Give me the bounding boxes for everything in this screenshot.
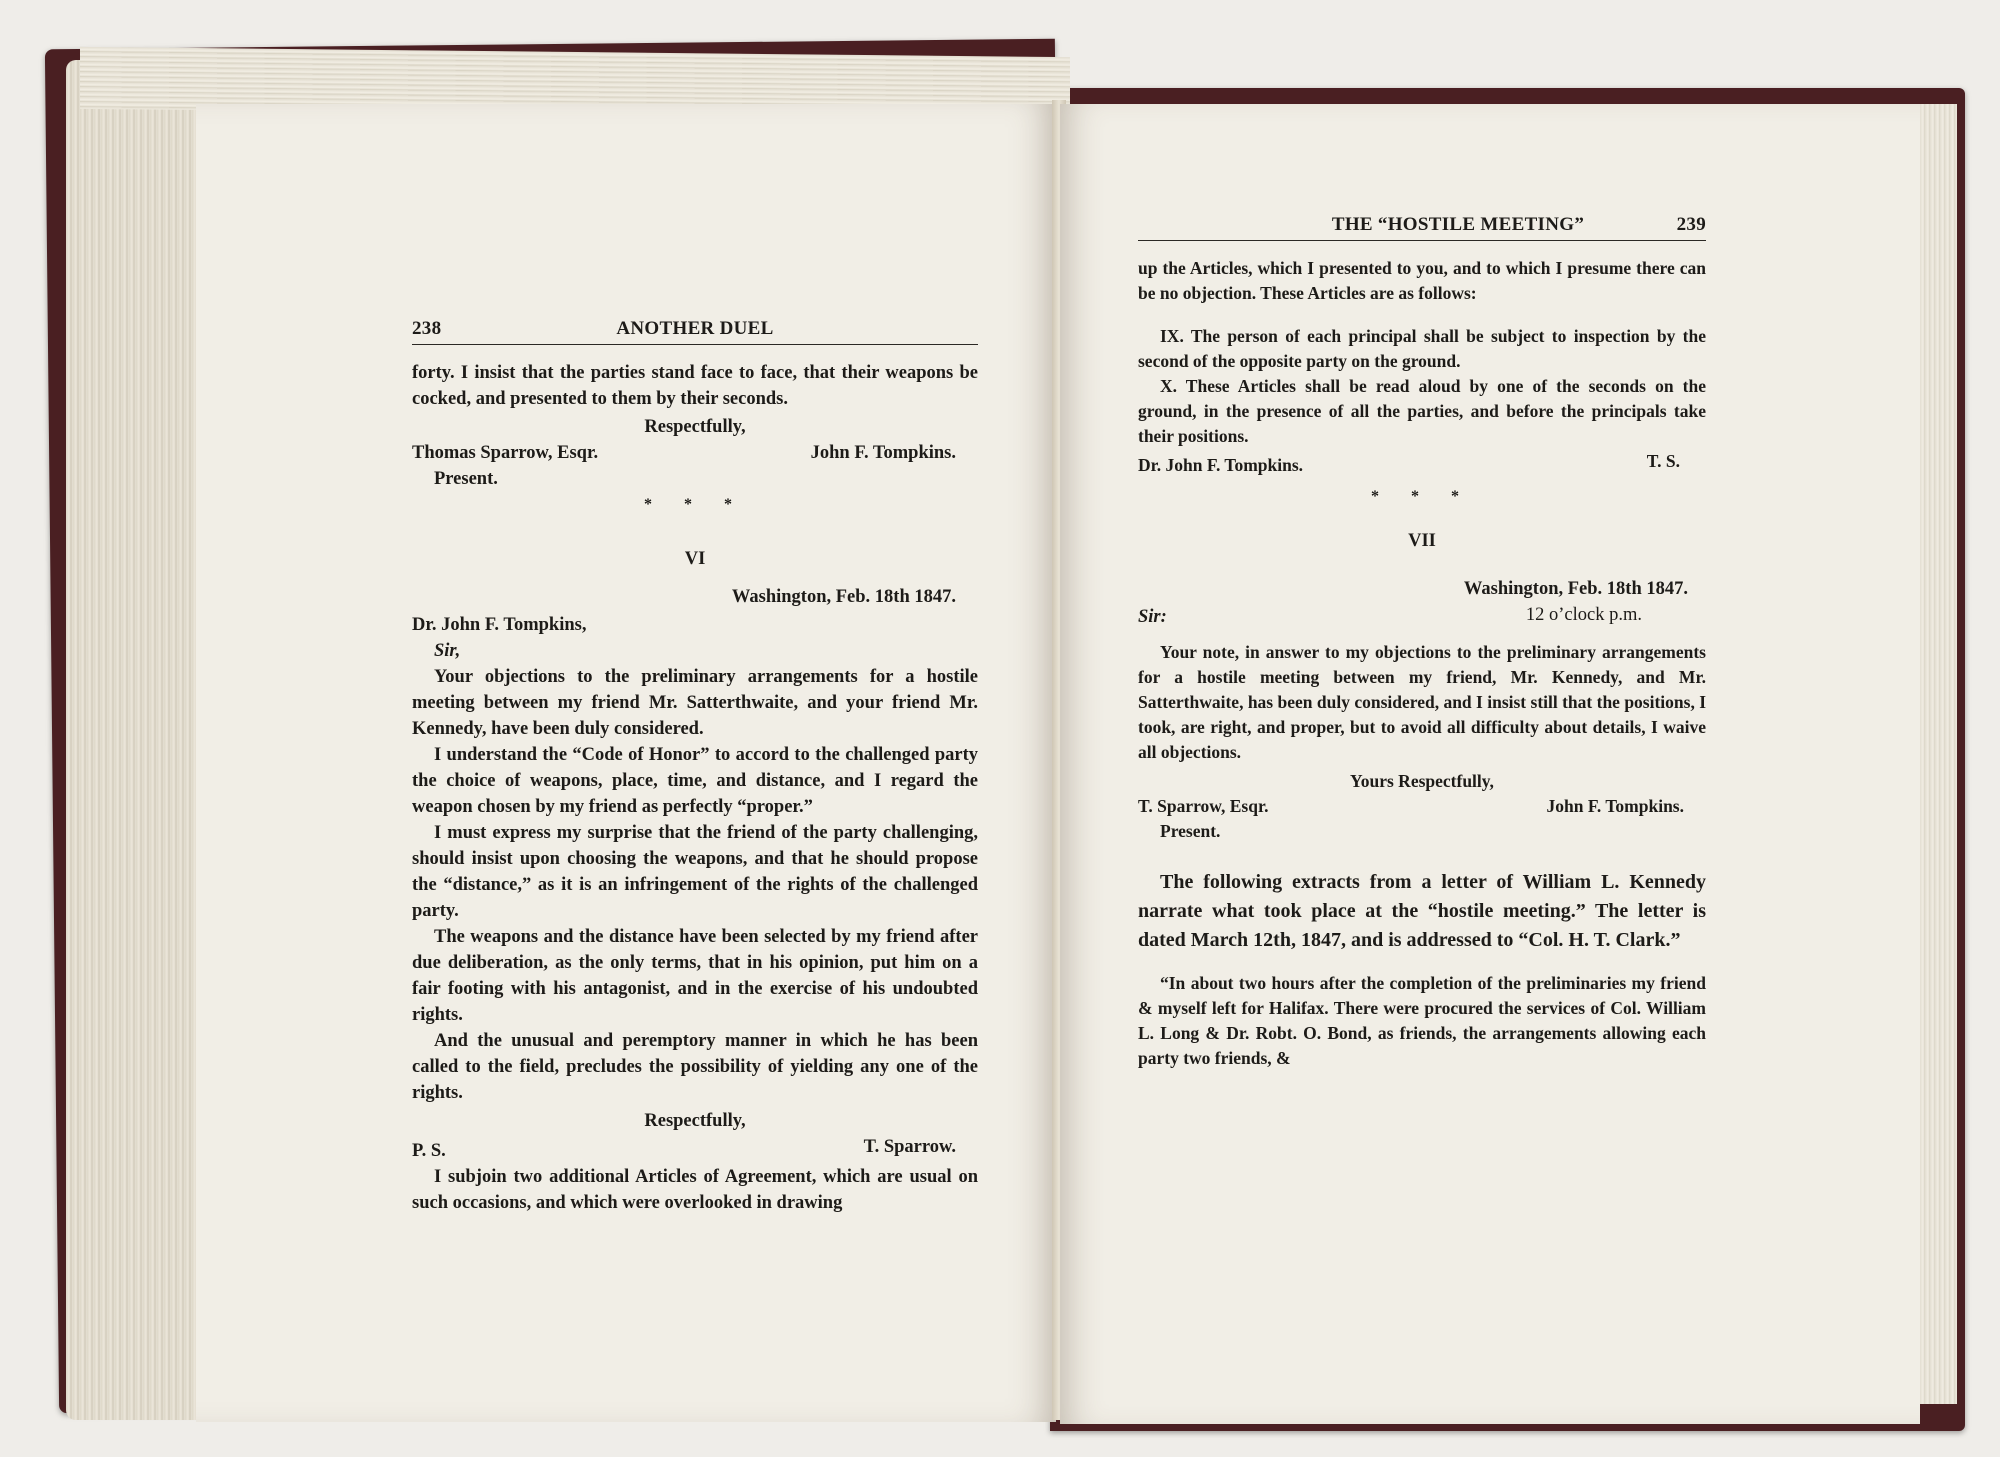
paragraph: I subjoin two additional Articles of Agreement, which are usual on such occasions, and which were overlooked in drawing <box>412 1167 978 1213</box>
signature-left: Thomas Sparrow, Esqr. <box>412 443 599 463</box>
salutation: Sir: <box>1138 607 1167 627</box>
paragraph: Your note, in answer to my objections to the preliminary arrangements for a hostile meeting between my friend, Mr. Kennedy, and Mr. Satterthwaite, has been duly considered, and I insist still that the positions, I took, are right, and proper, but to avoid all difficulty about details, I waive all objections. <box>1138 642 1707 762</box>
paragraph: The following extracts from a letter of William L. Kennedy narrate what took place at the “hostile meeting.” The letter is dated March 12th, 1847, and is addressed to “Col. H. T. Clark.” <box>1138 871 1706 951</box>
ps-row <box>412 1134 978 1164</box>
salutation: Sir, <box>434 641 461 661</box>
section-break: * * * <box>1371 488 1473 505</box>
paragraph: The weapons and the distance have been selected by my friend after due deliberation, as the only terms, that in his opinion, put him on a fair footing with his antagonist, and in the exercise of his undoubted rights. <box>412 927 978 1025</box>
signature-left: Dr. John F. Tompkins. <box>1138 455 1304 475</box>
article-ix: IX. The person of each principal shall be subject to inspection by the second of the opposite party on the ground. <box>1138 326 1706 371</box>
running-header-right <box>1138 214 1706 241</box>
present-line: Present. <box>434 469 498 489</box>
paragraph: I must express my surprise that the friend of the party challenging, should insist upon choosing the weapons, and that he should propose the “distance,” as it is an infringement of the rights of the challenged party. <box>412 823 978 921</box>
present-line: Present. <box>1160 821 1221 841</box>
page-body-left <box>412 360 978 1216</box>
closing: Respectfully, <box>644 417 746 437</box>
quoted-letter: “In about two hours after the completion of the preliminaries my friend & myself left for Halifax. There were procured the services of Col. William L. Long & Dr. Robt. O. Bond, as friends, the arrangements allowing each party two friends, & <box>1138 973 1706 1068</box>
section-heading: VII <box>1408 531 1436 551</box>
letter-date: Washington, Feb. 18th 1847. <box>1463 579 1688 599</box>
running-head: THE “HOSTILE MEETING” <box>1331 214 1585 235</box>
running-header-left <box>412 318 978 345</box>
letter-date: Washington, Feb. 18th 1847. <box>731 587 956 607</box>
paragraph: forty. I insist that the parties stand face to face, that their weapons be cocked, and presented to them by their seconds. <box>412 363 978 409</box>
signature-right: John F. Tompkins. <box>1546 796 1684 816</box>
letter-time: 12 o’clock p.m. <box>1525 605 1642 625</box>
signature-right: John F. Tompkins. <box>810 443 956 463</box>
page-239 <box>1060 104 1920 1424</box>
paragraph: Your objections to the preliminary arrangements for a hostile meeting between my friend Mr. Satterthwaite, and your friend Mr. Kennedy, have been duly considered. <box>412 667 978 739</box>
page-number: 239 <box>1676 214 1706 235</box>
ps-label: P. S. <box>412 1141 446 1161</box>
signature-right: T. Sparrow. <box>863 1137 956 1157</box>
page-body-right <box>1138 256 1706 1071</box>
paragraph: up the Articles, which I presented to you, and to which I presume there can be no objection. These Articles are as follows: <box>1138 258 1706 303</box>
article-x: X. These Articles shall be read aloud by one of the seconds on the ground, in the presence of all the parties, and before the principals take their positions. <box>1138 376 1706 446</box>
signature-row <box>1138 794 1706 819</box>
section-break: * * * <box>644 496 746 513</box>
signature-right: T. S. <box>1646 451 1680 471</box>
closing: Respectfully, <box>644 1111 746 1131</box>
salutation-row <box>1138 602 1706 630</box>
section-heading: VI <box>684 549 706 569</box>
page-238 <box>0 104 1056 1422</box>
paragraph: And the unusual and peremptory manner in which he has been called to the field, precludes the possibility of yielding any one of the rights. <box>412 1031 978 1103</box>
paragraph: I understand the “Code of Honor” to accord to the challenged party the choice of weapons, place, time, and distance, and I regard the weapon chosen by my friend as perfectly “proper.” <box>412 745 978 817</box>
running-head: ANOTHER DUEL <box>616 318 774 339</box>
signature-left: T. Sparrow, Esqr. <box>1138 796 1269 816</box>
addressee: Dr. John F. Tompkins, <box>412 615 587 635</box>
signature-row <box>1138 449 1706 478</box>
signature-row <box>412 440 978 466</box>
page-number: 238 <box>412 318 442 339</box>
closing: Yours Respectfully, <box>1350 771 1494 791</box>
